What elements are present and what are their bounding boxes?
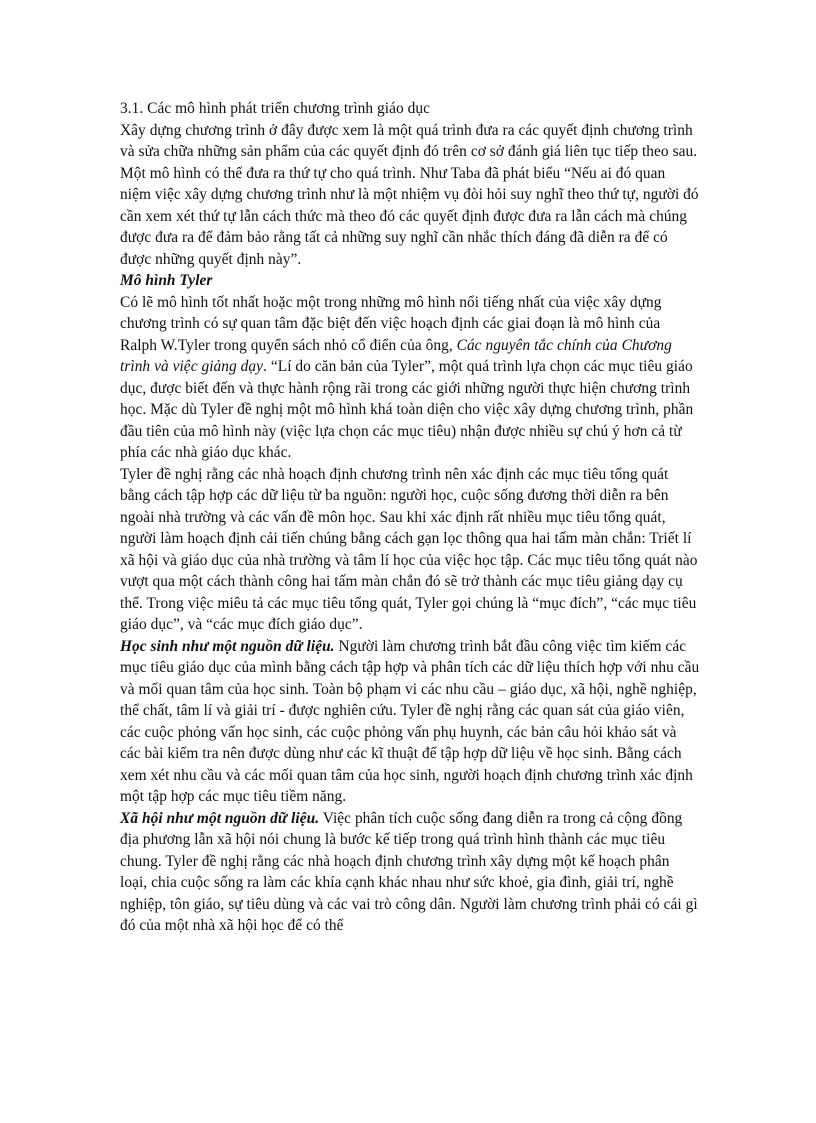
tyler-paragraph-2: Tyler đề nghị rằng các nhà hoạch định chương trình nên xác định các mục tiêu tổng quát bằng cách tập hợp các dữ liệu từ ba nguồn: người học, cuộc sống đương thời diễn ra bên ngoài nhà trường và các vấn đề môn học. Sau khi xác định rất nhiều mục tiêu tổng quát, người làm hoạch định cải tiến chúng bằng cách gạn lọc thông qua hai tấm màn chắn: Triết lí xã hội và giáo dục của nhà trường và tâm lí học của việc học tập. Các mục tiêu tổng quát nào vượt qua một cách thành công hai tấm màn chắn đó sẽ trở thành các mục tiêu giảng dạy cụ thể. Trong việc miêu tả các mục tiêu tổng quát, Tyler gọi chúng là “mục đích”, “các mục tiêu giáo dục”, và “các mục đích giáo dục”. — [120, 465, 698, 633]
students-paragraph — [120, 636, 700, 808]
students-lead: Học sinh như một nguồn dữ liệu. — [120, 637, 335, 655]
society-lead: Xã hội như một nguồn dữ liệu. — [120, 809, 320, 827]
society-paragraph — [120, 808, 700, 937]
tyler-model-heading: Mô hình Tyler — [120, 272, 213, 289]
intro-paragraph-1: Xây dựng chương trình ở đây được xem là một quá trình đưa ra các quyết định chương trình và sửa chữa những sản phẩm của các quyết định đó trên cơ sở đánh giá liên tục tiếp theo sau. — [120, 121, 698, 160]
intro-paragraph-2: Một mô hình có thể đưa ra thứ tự cho quá trình. Như Taba đã phát biểu “Nếu ai đó quan niệm việc xây dựng chương trình như là một nhiệm vụ đòi hỏi suy nghĩ theo thứ tự, người đó cần xem xét thứ tự lẫn cách thức mà theo đó các quyết định được đưa ra lẫn cách mà chúng được đưa ra để đảm bảo rằng tất cả những suy nghĩ cần nhắc thích đáng đã diễn ra để có được những quyết định này”. — [120, 164, 699, 268]
section-title: 3.1. Các mô hình phát triển chương trình giáo dục — [120, 100, 431, 117]
students-text: Người làm chương trình bắt đầu công việc tìm kiếm các mục tiêu giáo dục của mình bằng cách tập hợp và phân tích các dữ liệu thích hợp với nhu cầu và mối quan tâm của học sinh. Toàn bộ phạm vi các nhu cầu – giáo dục, xã hội, nghề nghiệp, thể chất, tâm lí và giải trí - được nghiên cứu. Tyler đề nghị rằng các quan sát của giáo viên, các cuộc phỏng vấn học sinh, các cuộc phỏng vấn phụ huynh, các bản câu hỏi khảo sát và các bài kiểm tra nên được dùng như các kĩ thuật để tập hợp dữ liệu về học sinh. Bằng cách xem xét nhu cầu và các mối quan tâm của học sinh, người hoạch định chương trình xác định một tập hợp các mục tiêu tiềm năng. — [120, 637, 700, 805]
book-title: Các nguyên tắc chính của Chương trình và việc giảng dạy — [120, 336, 672, 375]
tyler-paragraph-1-text-a: Có lẽ mô hình tốt nhất hoặc một trong những mô hình nổi tiếng nhất của việc xây dựng chương trình có sự quan tâm đặc biệt đến việc hoạch định các giai đoạn là mô hình của Ralph W.Tyler trong quyển sách nhỏ cổ điển của ông, — [120, 293, 662, 354]
document-page — [120, 98, 700, 937]
tyler-paragraph-1 — [120, 292, 700, 464]
society-text: Việc phân tích cuộc sống đang diễn ra trong cả cộng đồng địa phương lẫn xã hội nói chung là bước kế tiếp trong quá trình hình thành các mục tiêu chung. Tyler đề nghị rằng các nhà hoạch định chương trình xây dựng một kế hoạch phân loại, chia cuộc sống ra làm các khía cạnh khác nhau như sức khoẻ, gia đình, giải trí, nghề nghiệp, tôn giáo, sự tiêu dùng và các vai trò công dân. Người làm chương trình phải có cái gì đó của một nhà xã hội học để có thể — [120, 809, 698, 934]
tyler-paragraph-1-text-b: . “Lí do căn bản của Tyler”, một quá trình lựa chọn các mục tiêu giáo dục, được biết đến và thực hành rộng rãi trong các giới những người thực hiện chương trình học. Mặc dù Tyler đề nghị một mô hình khá toàn diện cho việc xây dựng chương trình, phần đầu tiên của mô hình này (việc lựa chọn các mục tiêu) nhận được nhiều sự chú ý hơn cả từ phía các nhà giáo dục khác. — [120, 358, 694, 461]
